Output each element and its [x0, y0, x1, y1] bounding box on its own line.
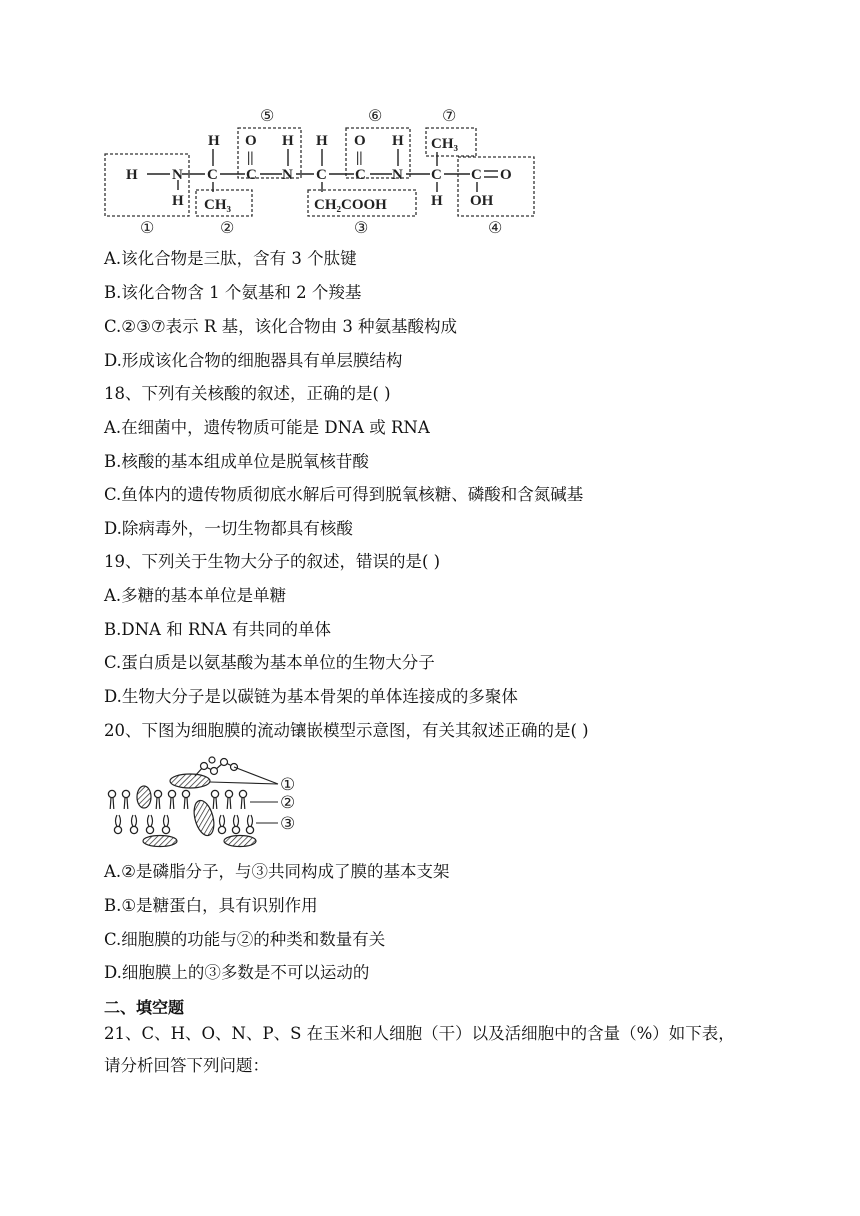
- atom-h6: H: [392, 133, 404, 149]
- q20-option-c: C.细胞膜的功能与②的种类和数量有关: [104, 930, 386, 949]
- atom-ch3a: CH₃: [204, 197, 231, 213]
- atom-ch2cooh: CH₂COOH: [314, 197, 387, 213]
- cell-membrane-figure: [100, 752, 300, 852]
- q17-option-b: B.该化合物含 1 个氨基和 2 个羧基: [104, 283, 362, 302]
- atom-h1: H: [126, 167, 138, 183]
- q19-option-a: A.多糖的基本单位是单糖: [104, 586, 287, 605]
- q19-option-c: C.蛋白质是以氨基酸为基本单位的生物大分子: [104, 653, 435, 672]
- label-4: ④: [488, 220, 503, 236]
- label-3: ③: [354, 220, 369, 236]
- atom-ch3b: CH₃: [431, 136, 458, 152]
- q18-option-d: D.除病毒外，一切生物都具有核酸: [104, 519, 353, 538]
- atom-h7: H: [431, 193, 443, 209]
- q20-option-b: B.①是糖蛋白，具有识别作用: [104, 896, 318, 915]
- q21-stem-line2: 请分析回答下列问题：: [104, 1056, 269, 1075]
- atom-h4: H: [282, 133, 294, 149]
- atom-o1: O: [245, 133, 257, 149]
- atom-c5: C: [431, 167, 442, 183]
- atom-c4: C: [355, 167, 366, 183]
- label-7: ⑦: [442, 108, 457, 125]
- label-1: ①: [140, 220, 155, 236]
- atom-h2: H: [172, 193, 184, 209]
- q21-stem-line1: 21、C、H、O、N、P、S 在玉米和人细胞（干）以及活细胞中的含量（%）如下表，: [104, 1024, 735, 1043]
- membrane-label-3: ③: [280, 814, 296, 833]
- membrane-label-2: ②: [280, 793, 296, 812]
- label-5: ⑤: [260, 108, 275, 125]
- atom-n2: N: [282, 167, 293, 183]
- section-heading-fill-in: 二、填空题: [104, 998, 185, 1017]
- q18-stem: 18、下列有关核酸的叙述，正确的是( ): [104, 384, 391, 403]
- atom-c3: C: [316, 167, 327, 183]
- atom-oh: OH: [470, 193, 494, 209]
- membrane-label-1: ①: [280, 775, 296, 794]
- atom-h5: H: [316, 133, 328, 149]
- atom-dbl1: ||: [247, 150, 254, 166]
- q19-option-d: D.生物大分子是以碳链为基本骨架的单体连接成的多聚体: [104, 687, 518, 706]
- atom-n3: N: [392, 167, 403, 183]
- atom-c6: C: [471, 167, 482, 183]
- q17-option-a: A.该化合物是三肽，含有 3 个肽键: [104, 249, 357, 268]
- q17-option-c: C.②③⑦表示 R 基，该化合物由 3 种氨基酸构成: [104, 317, 458, 336]
- q20-option-d: D.细胞膜上的③多数是不可以运动的: [104, 963, 370, 982]
- q20-stem: 20、下图为细胞膜的流动镶嵌模型示意图，有关其叙述正确的是( ): [104, 721, 589, 740]
- atom-o2: O: [354, 133, 366, 149]
- q19-stem: 19、下列关于生物大分子的叙述，错误的是( ): [104, 552, 441, 571]
- label-2: ②: [220, 220, 235, 236]
- q17-option-d: D.形成该化合物的细胞器具有单层膜结构: [104, 351, 403, 370]
- q18-option-b: B.核酸的基本组成单位是脱氧核苷酸: [104, 452, 369, 471]
- atom-h3: H: [208, 133, 220, 149]
- q19-option-b: B.DNA 和 RNA 有共同的单体: [104, 620, 331, 639]
- atom-dbl2: ||: [356, 150, 363, 166]
- atom-n1: N: [172, 167, 183, 183]
- atom-o3: O: [500, 167, 512, 183]
- q18-option-c: C.鱼体内的遗传物质彻底水解后可得到脱氧核糖、磷酸和含氮碱基: [104, 485, 584, 504]
- atom-c2: C: [246, 167, 257, 183]
- q20-option-a: A.②是磷脂分子，与③共同构成了膜的基本支架: [104, 862, 450, 881]
- label-6: ⑥: [368, 108, 383, 125]
- tripeptide-structure-figure: [100, 104, 540, 236]
- q18-option-a: A.在细菌中，遗传物质可能是 DNA 或 RNA: [104, 418, 430, 437]
- atom-c1: C: [207, 167, 218, 183]
